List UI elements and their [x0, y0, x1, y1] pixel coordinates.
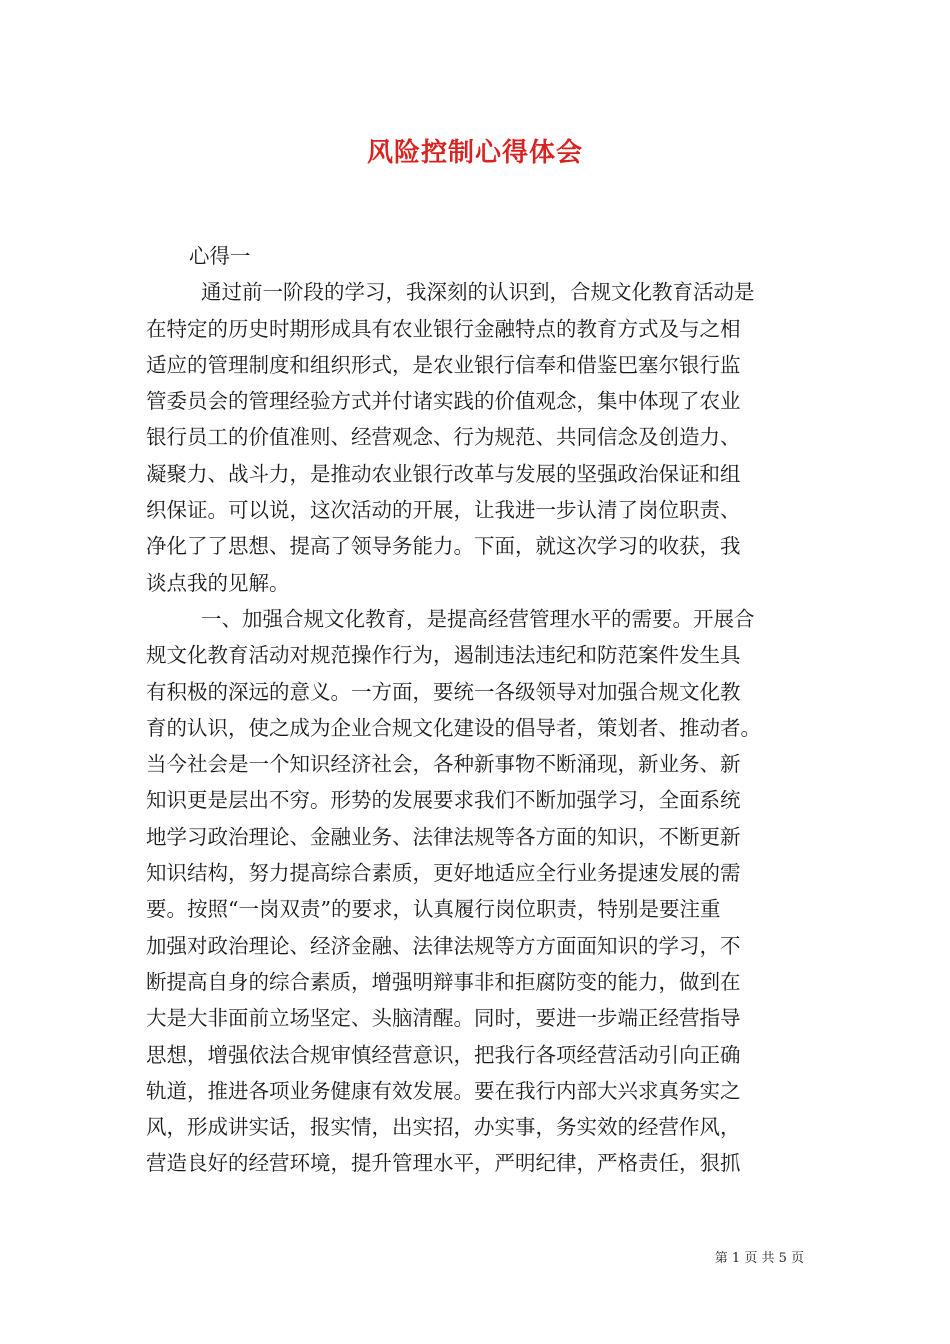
body-line: 通过前一阶段的学习，我深刻的认识到，合规文化教育活动是	[201, 280, 755, 305]
body-line: 加强对政治理论、经济金融、法律法规等方方面面知识的学习，不	[146, 933, 741, 958]
subheading: 心得一	[189, 244, 251, 268]
body-line: 思想，增强依法合规审慎经营意识，把我行各项经营活动引向正确	[146, 1042, 741, 1067]
body-line: 银行员工的价值准则、经营观念、行为规范、共同信念及创造力、	[146, 425, 741, 450]
body-line: 育的认识，使之成为企业合规文化建设的倡导者，策划者、推动者。	[146, 715, 761, 740]
body-line: 轨道，推进各项业务健康有效发展。要在我行内部大兴求真务实之	[146, 1078, 741, 1103]
body-line: 风，形成讲实话，报实情，出实招，办实事，务实效的经营作风，	[146, 1115, 741, 1140]
body-line: 断提高自身的综合素质，增强明辩事非和拒腐防变的能力，做到在	[146, 969, 741, 994]
body-line: 营造良好的经营环境，提升管理水平，严明纪律，严格责任，狠抓	[146, 1151, 741, 1176]
body-line: 要。按照“一岗双责”的要求，认真履行岗位职责，特别是要注重	[146, 897, 721, 922]
page-number: 第 1 页 共 5 页	[714, 1251, 804, 1266]
body-line: 知识结构，努力提高综合素质，更好地适应全行业务提速发展的需	[146, 861, 741, 886]
body-line: 大是大非面前立场坚定、头脑清醒。同时，要进一步端正经营指导	[146, 1006, 741, 1031]
body-line: 在特定的历史时期形成具有农业银行金融特点的教育方式及与之相	[146, 316, 741, 341]
body-line: 凝聚力、战斗力，是推动农业银行改革与发展的坚强政治保证和组	[146, 461, 741, 486]
body-line: 管委员会的管理经验方式并付诸实践的价值观念，集中体现了农业	[146, 389, 741, 414]
body-line: 适应的管理制度和组织形式，是农业银行信奉和借鉴巴塞尔银行监	[146, 352, 741, 377]
document-title: 风险控制心得体会	[366, 138, 583, 168]
body-line: 织保证。可以说，这次活动的开展，让我进一步认清了岗位职责、	[146, 498, 741, 523]
body-line: 当今社会是一个知识经济社会，各种新事物不断涌现，新业务、新	[146, 752, 741, 777]
body-line: 地学习政治理论、金融业务、法律法规等各方面的知识，不断更新	[146, 824, 741, 849]
body-line: 净化了了思想、提高了领导务能力。下面，就这次学习的收获，我	[146, 534, 741, 559]
body-line: 规文化教育活动对规范操作行为，遏制违法违纪和防范案件发生具	[146, 643, 741, 668]
body-line: 一、加强合规文化教育，是提高经营管理水平的需要。开展合	[201, 606, 755, 631]
body-line: 知识更是层出不穷。形势的发展要求我们不断加强学习，全面系统	[146, 788, 741, 813]
body-line: 有积极的深远的意义。一方面，要统一各级领导对加强合规文化教	[146, 679, 741, 704]
document-body	[146, 238, 806, 1182]
body-line: 谈点我的见解。	[146, 570, 290, 595]
